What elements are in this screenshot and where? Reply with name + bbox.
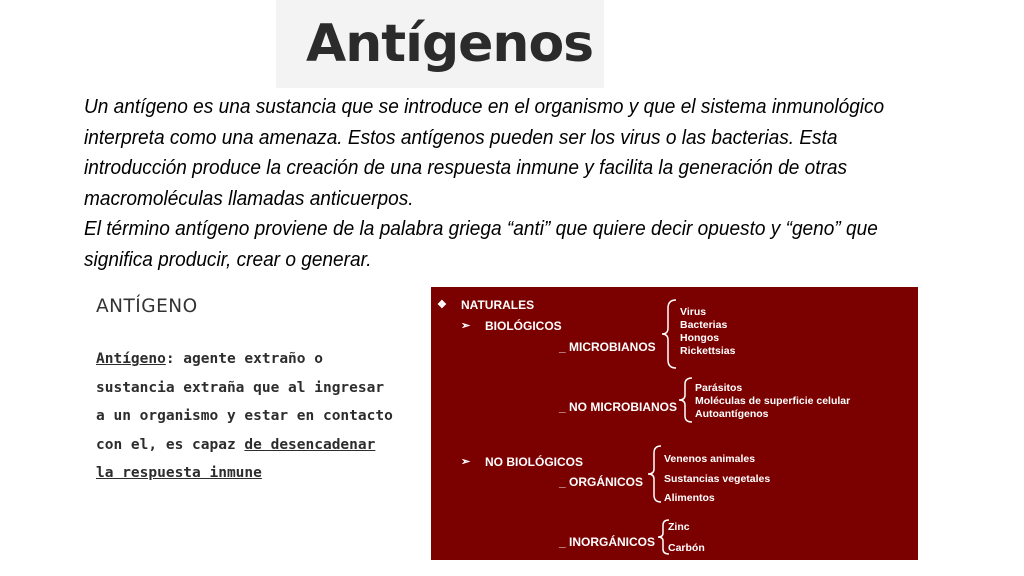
intro-paragraph-1: Un antígeno es una sustancia que se introduce en el organismo y que el sistema inmunológico interpreta como una amenaza. Estos antígenos pueden ser los virus o las bacterias. Esta introducción produce la creación de una respuesta inmune y facilita la generación de otras macromoléculas llamadas anticuerpos.	[84, 95, 885, 210]
list-item: Moléculas de superficie celular	[695, 395, 851, 407]
definition-body: : agente extraño o sustancia extraña que al ingresar a un organismo y estar en contacto con el, es capaz	[96, 351, 393, 453]
inorganicos-label: _ INORGÁNICOS	[559, 535, 656, 549]
page-title: Antígenos	[306, 14, 594, 74]
list-item: Carbón	[668, 542, 705, 554]
naturales-label: NATURALES	[461, 298, 535, 312]
list-item: Autoantígenos	[695, 408, 769, 420]
intro-paragraph-2: El término antígeno proviene de la palabra griega “anti” que quiere decir opuesto y “geno” que significa producir, crear o generar.	[84, 217, 878, 271]
list-item: Parásitos	[695, 382, 743, 394]
organicos-label: _ ORGÁNICOS	[559, 475, 644, 489]
classification-panel	[431, 287, 918, 560]
intro-text	[84, 92, 921, 275]
list-item: Alimentos	[664, 492, 715, 504]
definition-term: Antígeno	[96, 351, 166, 367]
biologicos-label: BIOLÓGICOS	[485, 319, 562, 333]
list-item: Venenos animales	[664, 453, 756, 465]
diamond-bullet-icon: ❖	[437, 299, 447, 311]
curly-brace-icon	[677, 376, 695, 424]
definition-highlight: de desencadenar la respuesta inmune	[96, 436, 376, 481]
definition-box	[96, 296, 396, 488]
arrow-bullet-icon: ➢	[461, 456, 471, 468]
arrow-bullet-icon: ➢	[461, 320, 471, 332]
list-item: Zinc	[668, 521, 690, 533]
definition-heading: ANTÍGENO	[96, 296, 198, 317]
no-microbianos-label: _ NO MICROBIANOS	[559, 400, 678, 414]
no-biologicos-label: NO BIOLÓGICOS	[485, 455, 584, 469]
list-item: Rickettsias	[680, 345, 736, 357]
list-item: Bacterias	[680, 319, 728, 331]
list-item: Sustancias vegetales	[664, 473, 771, 485]
list-item: Hongos	[680, 332, 720, 344]
list-item: Virus	[680, 306, 707, 318]
title-banner	[276, 0, 604, 88]
microbianos-label: _ MICROBIANOS	[559, 340, 656, 354]
curly-brace-icon	[646, 444, 664, 504]
curly-brace-icon	[659, 298, 679, 370]
definition-text	[96, 345, 396, 488]
